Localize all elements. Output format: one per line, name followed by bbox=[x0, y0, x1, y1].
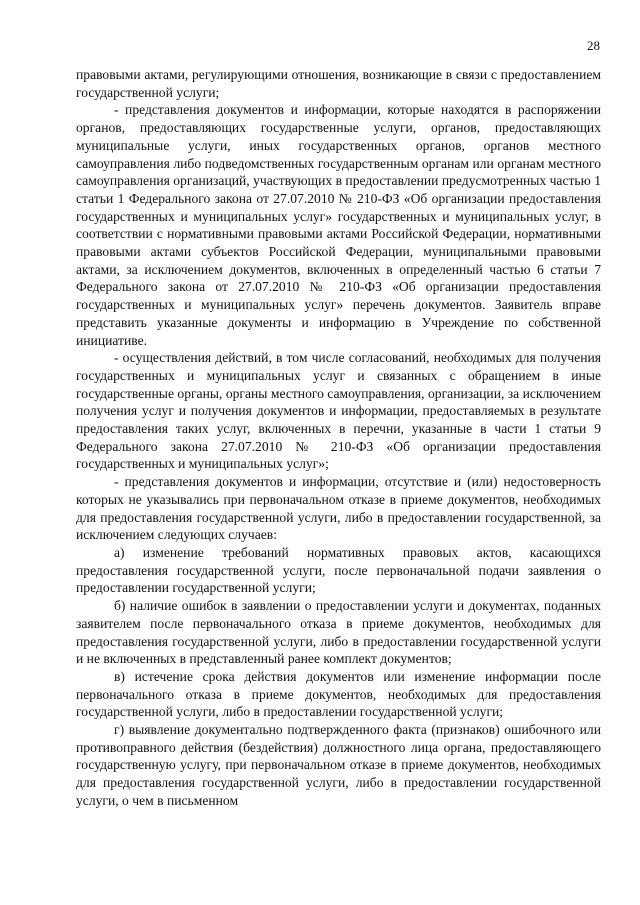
paragraph-missing-documents: - представления документов и информации, отсутствие и (или) недостоверность которых не указывались при первоначальном отказе в приеме документов, необходимых для предоставления государственной услуги, либо в предоставлении государственной, за исключением следующих случаев: bbox=[76, 474, 601, 543]
paragraph-case-b: б) наличие ошибок в заявлении о предоставлении услуги и документах, поданных заявителем после первоначального отказа в приеме документов, необходимых для предоставления государственной услуги, либо в предоставлении государственной услуги и не включенных в представленный ранее комплект документов; bbox=[76, 598, 601, 667]
paragraph-approvals: - осуществления действий, в том числе согласований, необходимых для получения государственных и муниципальных услуг и связанных с обращением в иные государственные органы, органы местного самоуправления, организации, за исключением получения услуг и получения документов и информации, предоставляемых в результате предоставления таких услуг, включенных в перечни, указанные в части 1 статьи 9 Федерального закона 27.07.2010 № 210-ФЗ «Об организации предоставления государственных и муниципальных услуг»; bbox=[76, 350, 601, 472]
paragraph-case-v: в) истечение срока действия документов или изменение информации после первоначального отказа в приеме документов, необходимых для предоставления государственной услуги, либо в предоставлении государственной услуги; bbox=[76, 668, 601, 720]
paragraph-case-a: а) изменение требований нормативных правовых актов, касающихся предоставления государственной услуги, после первоначальной подачи заявления о предоставлении государственной услуги; bbox=[76, 544, 601, 596]
document-body bbox=[76, 66, 601, 810]
paragraph-case-g: г) выявление документально подтвержденного факта (признаков) ошибочного или противоправного действия (бездействия) должностного лица органа, предоставляющего государственную услугу, при первоначальном отказе в приеме документов, необходимых для предоставления государственной услуги, либо в предоставлении государственной услуги, о чем в письменном bbox=[76, 722, 601, 808]
paragraph-continuation: правовыми актами, регулирующими отношения, возникающие в связи с предоставлением государственной услуги; bbox=[76, 67, 601, 100]
paragraph-documents-in-possession: - представления документов и информации, которые находятся в распоряжении органов, предоставляющих государственные услуги, органов, предоставляющих муниципальные услуги, иных государственных органов, органов местного самоуправления либо подведомственных государственным органам или органам местного самоуправления организаций, участвующих в предоставлении предусмотренных частью 1 статьи 1 Федерального закона от 27.07.2010 № 210-ФЗ «Об организации предоставления государственных и муниципальных услуг» государственных и муниципальных услуг, в соответствии с нормативными правовыми актами Российской Федерации, нормативными правовыми актами субъектов Российской Федерации, муниципальными правовыми актами, за исключением документов, включенных в определенный частью 6 статьи 7 Федерального закона от 27.07.2010 № 210-ФЗ «Об организации предоставления государственных и муниципальных услуг» перечень документов. Заявитель вправе представить указанные документы и информацию в Учреждение по собственной инициативе. bbox=[76, 102, 601, 348]
page-number: 28 bbox=[587, 38, 600, 53]
